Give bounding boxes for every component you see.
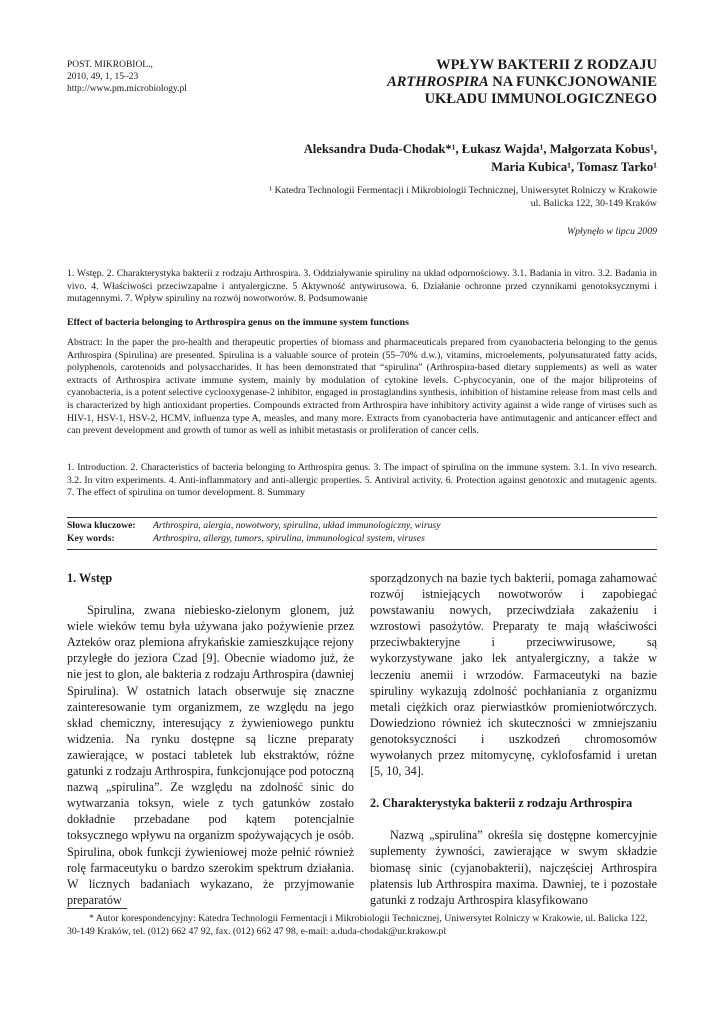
body-column-left <box>67 570 354 908</box>
keywords-english-value: Arthrospira, allergy, tumors, spirulina, immunological system, viruses <box>153 533 425 544</box>
contents-english: 1. Introduction. 2. Characteristics of bacteria belonging to Arthrospira genus. 3. The impact of spirulina on the immune system. 3.1. In vivo research. 3.2. In vitro experiments. 4. Anti-inflammatory and anti-allergic properties. 5. Antiviral activity. 6. Protection against genotoxic and mutagenic agents. 7. The effect of spirulina on tumor development. 8. Summary <box>67 462 657 499</box>
section-1-paragraph: Spirulina, zwana niebiesko-zielonym glonem, już wiele wieków temu była używana jako pożywienie przez Azteków oraz plemiona afrykańskie zamieszkujące rejony przyległe do jeziora Czad [9]. Obecnie wiadomo już, że nie jest to glon, ale bakteria z rodzaju Arthrospira (dawniej Spirulina). W ostatnich latach obserwuje się znaczne zainteresowanie tym organizmem, ze względu na jego skład chemiczny, interesujący z żywieniowego punktu widzenia. Na rynku dostępne są liczne preparaty zawierające, w postaci tabletek lub ekstraktów, różne gatunki z rodzaju Arthrospira, funkcjonujące pod potoczną nazwą „spirulina”. Ze względu na zdolność sinic do wytwarzania toksyn, wiele z tych gatunków zostało dokładnie przebadane pod kątem potencjalnie toksycznego wpływu na organizm spożywających je osób. Spirulina, obok funkcji żywieniowej może pełnić również rolę farmaceutyku o bardzo szerokim spektrum działania. W licznych badaniach wykazano, że przyjmowanie preparatów <box>67 603 354 907</box>
footnote: * Autor korespondencyjny: Katedra Technologii Fermentacji i Mikrobiologii Technicznej, Uniwersytet Rolniczy w Krakowie, ul. Balicka 122, 30-149 Kraków, tel. (012) 662 47 92, fax. (012) 662 47 98, e-mail: a.duda-chodak@ur.krakow.pl <box>67 913 648 937</box>
section-heading-2: 2. Charakterystyka bakterii z rodzaju Arthrospira <box>370 796 633 811</box>
received-date: Wpłynęło w lipcu 2009 <box>566 226 657 237</box>
section-heading-1: 1. Wstęp <box>67 571 113 585</box>
section-2-paragraph: Nazwą „spirulina” określa się dostępne komercyjnie suplementy żywności, zawierające w swym składzie biomasę sinic (cyjanobakterii), najczęściej Arthrospira platensis lub Arthrospira maxima. Dawniej, te i pozostałe gatunki z rodzaju Arthrospira klasyfikowano <box>370 828 657 907</box>
body-column-right <box>370 570 657 908</box>
author-list <box>157 140 657 176</box>
contents-polish: 1. Wstęp. 2. Charakterystyka bakterii z rodzaju Arthrospira. 3. Oddziaływanie spiruliny na układ odpornościowy. 3.1. Badania in vitro. 3.2. Badania in vivo. 4. Właściwości przeciwzapalne i antyalergiczne. 5 Aktywność antywirusowa. 6. Działanie ochronne przed czynnikami genotoksycznymi i mutagennymi. 7. Wpływ spiruliny na rozwój nowotworów. 8. Podsumowanie <box>67 268 657 305</box>
abstract: Abstract: In the paper the pro-health and therapeutic properties of biomass and pharmaceuticals prepared from cyanobacteria belonging to the genus Arthrospira (Spirulina) are presented. Spirulina is a valuable source of protein (55–70% d.w.), vitamins, microelements, polyunsaturated fatty acids, polyphenols, carotenoids and polysaccharides. It has been demonstrated that “spirulina” (Arthrospira-based dietary supplements) as well as water extracts of Arthrospira activate immune system, mainly by modulation of cytokine levels. C-phycocyanin, one of the major biliproteins of cyanobacteria, is a potent selective cyclooxygenase-2 inhibitor, engaged in prostaglandins synthesis, inhibition of histamine release from mast cells and is characterized by high antioxidant properties. Compounds extracted from Arthrospira have inhibitory activity against a wide range of viruses such as HIV-1, HSV-1, HSV-2, HCMV, influenza type A, measles, and many more. Extracts from cyanobacteria have antimutagenic and anticancer effect and can prevent development and growth of tumor as well as inhibit metastasis or proliferation of cancer cells. <box>67 337 657 437</box>
title-genus: ARTHROSPIRA <box>387 74 489 90</box>
journal-name: POST. MIKROBIOL., <box>67 60 153 70</box>
affiliation <box>137 184 657 210</box>
title-line-2-rest: NA FUNKCJONOWANIE <box>488 74 657 90</box>
right-paragraph-1: sporządzonych na bazie tych bakterii, pomaga zahamować rozwój istniejących nowotworów i zapobiegać powstawaniu nowych, przeciwdziała zakażeniu i wzrostowi pasożytów. Preparaty te mają właściwości przeciwbakteryjne i przeciwwirusowe, są wykorzystywane jako lek antyalergiczny, a także w leczeniu anemii i wrzodów. Farmaceutyki na bazie spiruliny wykazują zdolność pochłaniania z organizmu metali ciężkich oraz pierwiastków promieniotwórczych. Dowiedziono również ich skuteczności w zmniejszaniu genotoksyczności i uszkodzeń chromosomów wywołanych przez mitomycynę, cyklofosfamid i uretan [5, 10, 34]. <box>370 571 657 779</box>
journal-issue: 2010, 49, 1, 15–23 <box>67 72 139 82</box>
english-title: Effect of bacteria belonging to Arthrospira genus on the immune system functions <box>67 317 409 328</box>
keywords-polish <box>67 520 441 533</box>
authors-line-2: Maria Kubica¹, Tomasz Tarko¹ <box>491 160 657 174</box>
affiliation-line-1: ¹ Katedra Technologii Fermentacji i Mikrobiologii Technicznej, Uniwersytet Rolniczy w Krakowie <box>269 185 657 196</box>
authors-line-1: Aleksandra Duda-Chodak*¹, Łukasz Wajda¹, Małgorzata Kobus¹, <box>303 142 657 156</box>
title-line-2 <box>297 74 657 91</box>
keywords-polish-label: Słowa kluczowe: <box>67 520 136 531</box>
footnote-rule <box>67 908 127 909</box>
keywords-english <box>67 533 425 546</box>
article-title <box>297 57 657 108</box>
divider-top <box>67 517 657 518</box>
keywords-polish-value: Arthrospira, alergia, nowotwory, spirulina, układ immunologiczny, wirusy <box>153 520 441 531</box>
title-line-1: WPŁYW BAKTERII Z RODZAJU <box>436 57 657 73</box>
title-line-3: UKŁADU IMMUNOLOGICZNEGO <box>424 91 657 107</box>
journal-url[interactable]: http://www.pm.microbiology.pl <box>67 84 187 94</box>
journal-citation <box>67 59 287 95</box>
keywords-english-label: Key words: <box>67 533 115 544</box>
divider-bottom <box>67 549 657 550</box>
affiliation-line-2: ul. Balicka 122, 30-149 Kraków <box>530 198 657 209</box>
